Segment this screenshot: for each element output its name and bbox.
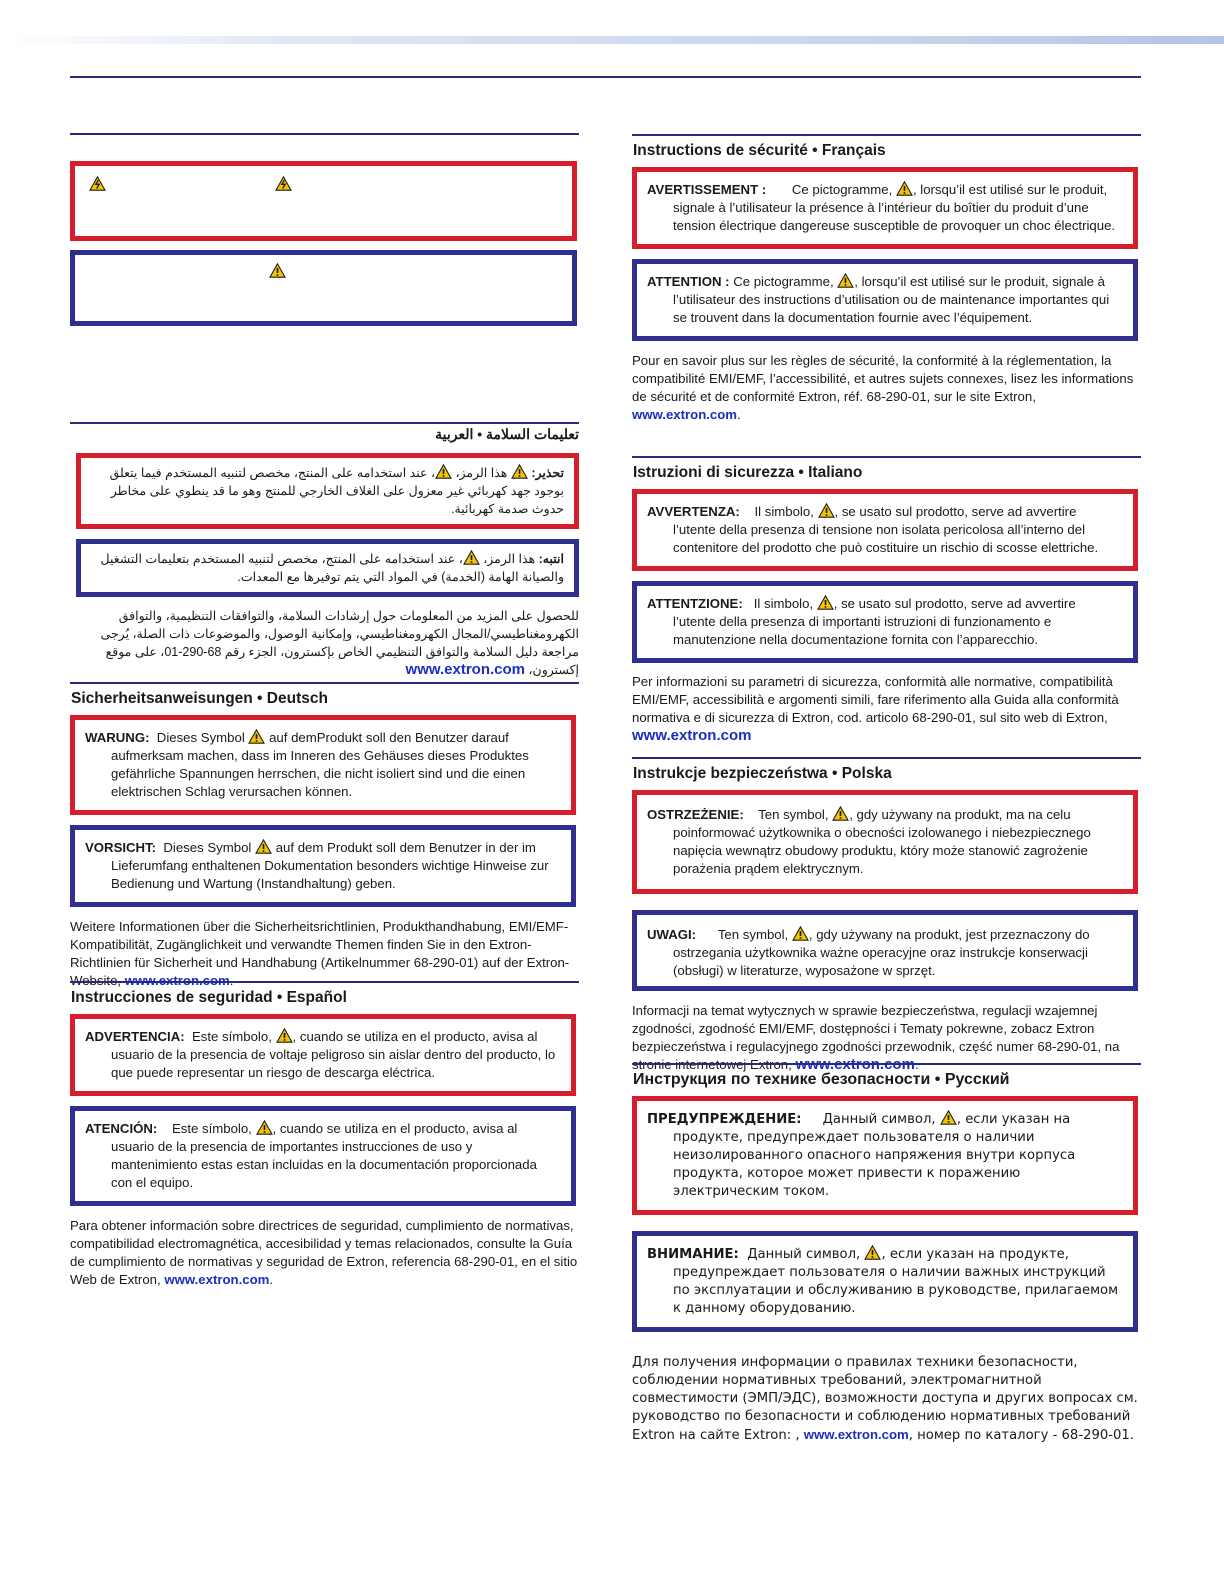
caution-text-pre: Ten symbol, xyxy=(717,927,789,942)
warning-label: WARUNG: xyxy=(85,730,150,745)
header-rule xyxy=(70,76,1141,78)
english-warning-box xyxy=(70,161,577,241)
info-text: Pour en savoir plus sur les règles de sécurité, la conformité à la réglementation, la compatibilité EMI/EMF, l’accessibilité, et autres sujets connexes, lisez les informations de sécurité et de conformité Extron, réf. 68-290-01, sur le site Extron, xyxy=(632,353,1134,404)
warning-triangle-icon xyxy=(256,1120,273,1135)
warning-label: تحذير: xyxy=(531,466,564,480)
caution-label: ATTENTZIONE: xyxy=(647,596,743,611)
arabic-info-paragraph xyxy=(70,607,579,679)
polish-caution-box xyxy=(632,910,1138,991)
caution-text: auf dem Produkt soll dem Benutzer in der im Lieferumfang enthaltenen Dokumentation besonders wichtige Hinweise zur Bedienung und Wartung (Instandhaltung) geben. xyxy=(111,840,549,891)
extron-link[interactable]: www.extron.com xyxy=(405,661,526,678)
extron-link[interactable]: www.extron.com xyxy=(632,407,738,422)
caution-label: UWAGI: xyxy=(647,927,697,942)
italian-warning-box xyxy=(632,489,1138,571)
extron-link[interactable]: www.extron.com xyxy=(632,727,752,744)
warning-text-pre: Данный символ, xyxy=(822,1112,936,1127)
arabic-section xyxy=(70,422,579,679)
caution-label: انتبه: xyxy=(538,552,564,566)
russian-warning-box xyxy=(632,1096,1138,1215)
warning-text-pre: Ten symbol, xyxy=(758,807,829,822)
warning-text: , lorsqu’il est utilisé sur le produit, signale à l’utilisateur la présence à l’intérieur du boîtier du produit d’une tension électrique dangereuse susceptible de provoquer un choc électrique. xyxy=(673,182,1116,233)
extron-link[interactable]: www.extron.com xyxy=(164,1272,270,1287)
german-info-paragraph: Weitere Informationen über die Sicherheitsrichtlinien, Produkthandhabung, EMI/EMF-Kompatibilität, Zugänglichkeit und verwandte Themen finden Sie in den Extron-Richtlinien für Sicherheit und Handhabung (Artikelnummer 68-290-01) auf der Extron-Website, www.extron.com. xyxy=(70,919,570,988)
warning-triangle-icon xyxy=(896,181,913,196)
caution-text: , lorsqu’il est utilisé sur le produit, signale à l’utilisateur des instructions d’utilisation ou de maintenance importantes qui se trouvent dans la documentation fournie avec l’équipement. xyxy=(673,274,1110,325)
warning-text: , cuando se utiliza en el producto, avisa al usuario de la presencia de voltaje peligroso sin aislar dentro del producto, lo que puede representar un riesgo de descarga eléctrica. xyxy=(111,1029,556,1080)
electric-shock-triangle-icon xyxy=(89,176,106,191)
french-warning-box xyxy=(632,167,1138,249)
warning-triangle-icon xyxy=(940,1110,957,1125)
spanish-info-paragraph: Para obtener información sobre directrices de seguridad, cumplimiento de normativas, compatibilidad electromagnética, accesibilidad y temas relacionados, consulte la Guía de cumplimiento de normativas y seguridad de Extron, referencia 68-290-01, en el sitio Web de Extron, www.extron.com. xyxy=(70,1218,578,1287)
caution-text: , se usato sul prodotto, serve ad avvertire l’utente della presenza di importanti istruzioni di funzionamento e manutenzione nella documentazione fornita con l’apparecchio. xyxy=(673,596,1076,647)
warning-text-pre: Il simbolo, xyxy=(754,504,814,519)
warning-label: AVERTISSEMENT : xyxy=(647,182,767,197)
extron-link[interactable]: www.extron.com xyxy=(803,1427,909,1442)
caution-text: , если указан на продукте, предупреждает пользователя о наличии важных инструкций по эксплуатации и обслуживанию в руководстве, прилагаемом к данному оборудованию. xyxy=(673,1247,1119,1316)
warning-text-pre: هذا الرمز، xyxy=(455,466,508,480)
section-heading-french: Instructions de sécurité • Français xyxy=(632,134,1141,164)
caution-text-pre: هذا الرمز، xyxy=(483,552,536,566)
german-section xyxy=(70,682,579,990)
spanish-caution-box xyxy=(70,1106,576,1206)
extron-link[interactable]: www.extron.com xyxy=(124,973,230,988)
top-gradient-bar xyxy=(0,36,1224,44)
info-text: Para obtener información sobre directrices de seguridad, cumplimiento de normativas, compatibilidad electromagnética, accesibilidad y temas relacionados, consulte la Guía de cumplimiento de normativas y seguridad de Extron, referencia 68-290-01, en el sitio Web de Extron, xyxy=(70,1218,578,1287)
section-heading-italian: Istruzioni di sicurezza • Italiano xyxy=(632,456,1141,486)
warning-triangle-icon xyxy=(818,503,835,518)
section-heading-polish: Instrukcje bezpieczeństwa • Polska xyxy=(632,757,1141,787)
warning-text: ، عند استخدامه على المنتج، مخصص لتنبيه المستخدم فيما يتعلق بوجود جهد كهربائي غير معزول على الغلاف الخارجي للمنتج وهو ما قد ينطوي على مخاطر حدوث صدمة كهربائية. xyxy=(109,466,564,516)
left-column xyxy=(70,133,579,1287)
spanish-warning-box xyxy=(70,1014,576,1096)
italian-caution-box xyxy=(632,581,1138,663)
warning-triangle-icon xyxy=(817,595,834,610)
caution-label: ATTENTION : xyxy=(647,274,730,289)
warning-triangle-icon xyxy=(435,464,452,479)
french-section xyxy=(632,134,1141,424)
polish-info-paragraph: Informacji na temat wytycznych w sprawie bezpieczeństwa, regulacji wzajemnej zgodności, zgodność EMI/EMF, dostępności i Tematy pokrewne, zobacz Extron bezpieczeństwa i regulacyjnego zgodności przewodnik, część numer 68-290-01, na stronie internetowej Extron, www.extron.com. xyxy=(632,1003,1120,1073)
warning-text: , если указан на продукте, предупреждает пользователя о наличии неизолированного опасного напряжения внутри корпуса продукта, которое может привести к поражению электрическим током. xyxy=(673,1112,1076,1199)
french-caution-box xyxy=(632,259,1138,341)
english-caution-box xyxy=(70,250,577,326)
caution-text: ، عند استخدامه على المنتج، مخصص لتنبيه المستخدم بتعليمات التشغيل والصيانة الهامة (الخدمة) في المواد التي يتم توفيرها مع المعدات. xyxy=(100,552,564,584)
russian-section xyxy=(632,1063,1141,1445)
caution-text-pre: Este símbolo, xyxy=(171,1121,252,1136)
warning-triangle-icon xyxy=(837,273,854,288)
warning-text: , gdy używany na produkt, ma na celu poinformować użytkownika o obecności izolowanego i niebezpiecznego napięcia wewnątrz obudowy produktu, który może stanowić zagrożenie porażenia prądem elektrycznym. xyxy=(673,807,1091,876)
warning-triangle-icon xyxy=(792,926,809,941)
info-text: للحصول على المزيد من المعلومات حول إرشادات السلامة، والتوافقات التنظيمية، والتوافق الكهرومغناطيسي/المجال الكهرومغناطيسي، وإمكانية الوصول، والموضوعات ذات الصلة، يُرجى مراجعة دليل السلامة والتوافق التنظيمي الخاص بإكسترون، الجزء رقم 68-290-01، على موقع إكسترون، xyxy=(100,609,579,677)
warning-label: ADVERTENCIA: xyxy=(85,1029,185,1044)
polish-warning-box xyxy=(632,790,1138,894)
warning-text: , se usato sul prodotto, serve ad avvertire l’utente della presenza di tensione non isolata pericolosa all’interno del contenitore del prodotto che può costituire un rischio di scosse elettriche. xyxy=(673,504,1099,555)
warning-label: AVVERTENZA: xyxy=(647,504,740,519)
polish-section xyxy=(632,757,1141,1074)
section-heading-spanish: Instrucciones de seguridad • Español xyxy=(70,981,579,1011)
warning-triangle-icon xyxy=(255,839,272,854)
arabic-caution-box xyxy=(76,539,579,597)
warning-text-pre: Este símbolo, xyxy=(191,1029,272,1044)
warning-text-pre: Ce pictogramme, xyxy=(791,182,893,197)
caution-text: , cuando se utiliza en el producto, avisa al usuario de la presencia de importantes instrucciones de uso y mantenimiento estas estan incluidas en la documentación proporcionada con el equipo. xyxy=(111,1121,537,1190)
info-text-tail: , номер по каталогу - 68-290-01. xyxy=(908,1428,1134,1443)
electric-shock-triangle-icon xyxy=(275,176,292,191)
russian-info-paragraph xyxy=(632,1354,1141,1445)
warning-triangle-icon xyxy=(511,464,528,479)
warning-text: auf demProdukt soll den Benutzer darauf aufmerksam machen, dass im Inneren des Gehäuses dieses Produktes gefährliche Spannungen herrschen, die nicht isoliert sind und die einen elektrischen Schlag verursachen können. xyxy=(111,730,529,799)
french-info-paragraph: Pour en savoir plus sur les règles de sécurité, la conformité à la réglementation, la compatibilité EMI/EMF, l’accessibilité, et autres sujets connexes, lisez les informations de sécurité et de conformité Extron, réf. 68-290-01, sur le site Extron, www.extron.com. xyxy=(632,353,1134,422)
caution-label: ВНИМАНИЕ: xyxy=(647,1247,739,1262)
caution-label: VORSICHT: xyxy=(85,840,157,855)
caution-text: , gdy używany na produkt, jest przeznaczony do ostrzegania użytkownika ważne operacyjne oraz instrukcje konserwacji (obsługi) w literaturze, wyposażone w sprzęt. xyxy=(673,927,1090,978)
spanish-section xyxy=(70,981,579,1289)
section-heading-arabic: تعليمات السلامة • العربية xyxy=(70,422,579,447)
caution-text-pre: Dieses Symbol xyxy=(163,840,252,855)
warning-triangle-icon xyxy=(864,1245,881,1260)
warning-triangle-icon xyxy=(832,806,849,821)
caution-text-pre: Ce pictogramme, xyxy=(733,274,834,289)
info-text: Per informazioni su parametri di sicurezza, conformità alle normative, compatibilità EMI/EMF, accessibilità e argomenti simili, fare riferimento alla Guida alla conformità normativa e di sicurezza di Extron, cod. articolo 68-290-01, sul sito web di Extron, xyxy=(632,674,1119,725)
caution-text-pre: Il simbolo, xyxy=(753,596,814,611)
german-warning-box xyxy=(70,715,576,815)
right-column xyxy=(632,134,1141,1443)
info-text: Weitere Informationen über die Sicherheitsrichtlinien, Produkthandhabung, EMI/EMF-Kompatibilität, Zugänglichkeit und verwandte Themen finden Sie in den Extron-Richtlinien für Sicherheit und Handhabung (Artikelnummer 68-290-01) auf der Extron-Website, xyxy=(70,919,570,988)
warning-triangle-icon xyxy=(269,263,286,278)
section-heading-russian: Инструкция по технике безопасности • Русский xyxy=(632,1063,1141,1093)
warning-label: ПРЕДУПРЕЖДЕНИЕ: xyxy=(647,1112,802,1127)
italian-section xyxy=(632,456,1141,745)
italian-info-paragraph xyxy=(632,673,1141,745)
info-text: Для получения информации о правилах техники безопасности, соблюдении нормативных требований, электромагнитной совместимости (ЭМП/ЭДС), возможности доступа и других вопросах см. руководство по безопасности и соблюдению нормативных требований Extron на сайте Extron: , xyxy=(632,1355,1138,1443)
warning-label: OSTRZEŻENIE: xyxy=(647,807,744,822)
info-text: Informacji na temat wytycznych w sprawie bezpieczeństwa, regulacji wzajemnej zgodności, zgodność EMI/EMF, dostępności i Tematy pokrewne, zobacz Extron bezpieczeństwa i regulacyjnego zgodności przewodnik, część numer 68-290-01, na stronie internetowej Extron, xyxy=(632,1003,1120,1072)
caution-label: ATENCIÓN: xyxy=(85,1121,158,1136)
arabic-warning-box xyxy=(76,453,579,529)
warning-triangle-icon xyxy=(248,729,265,744)
russian-caution-box xyxy=(632,1231,1138,1332)
extron-link[interactable]: www.extron.com xyxy=(795,1056,915,1073)
german-caution-box xyxy=(70,825,576,907)
section-heading-german: Sicherheitsanweisungen • Deutsch xyxy=(70,682,579,712)
warning-triangle-icon xyxy=(276,1028,293,1043)
caution-text-pre: Данный символ, xyxy=(747,1247,861,1262)
warning-text-pre: Dieses Symbol xyxy=(156,730,245,745)
english-section-rule xyxy=(70,133,579,135)
warning-triangle-icon xyxy=(463,550,480,565)
